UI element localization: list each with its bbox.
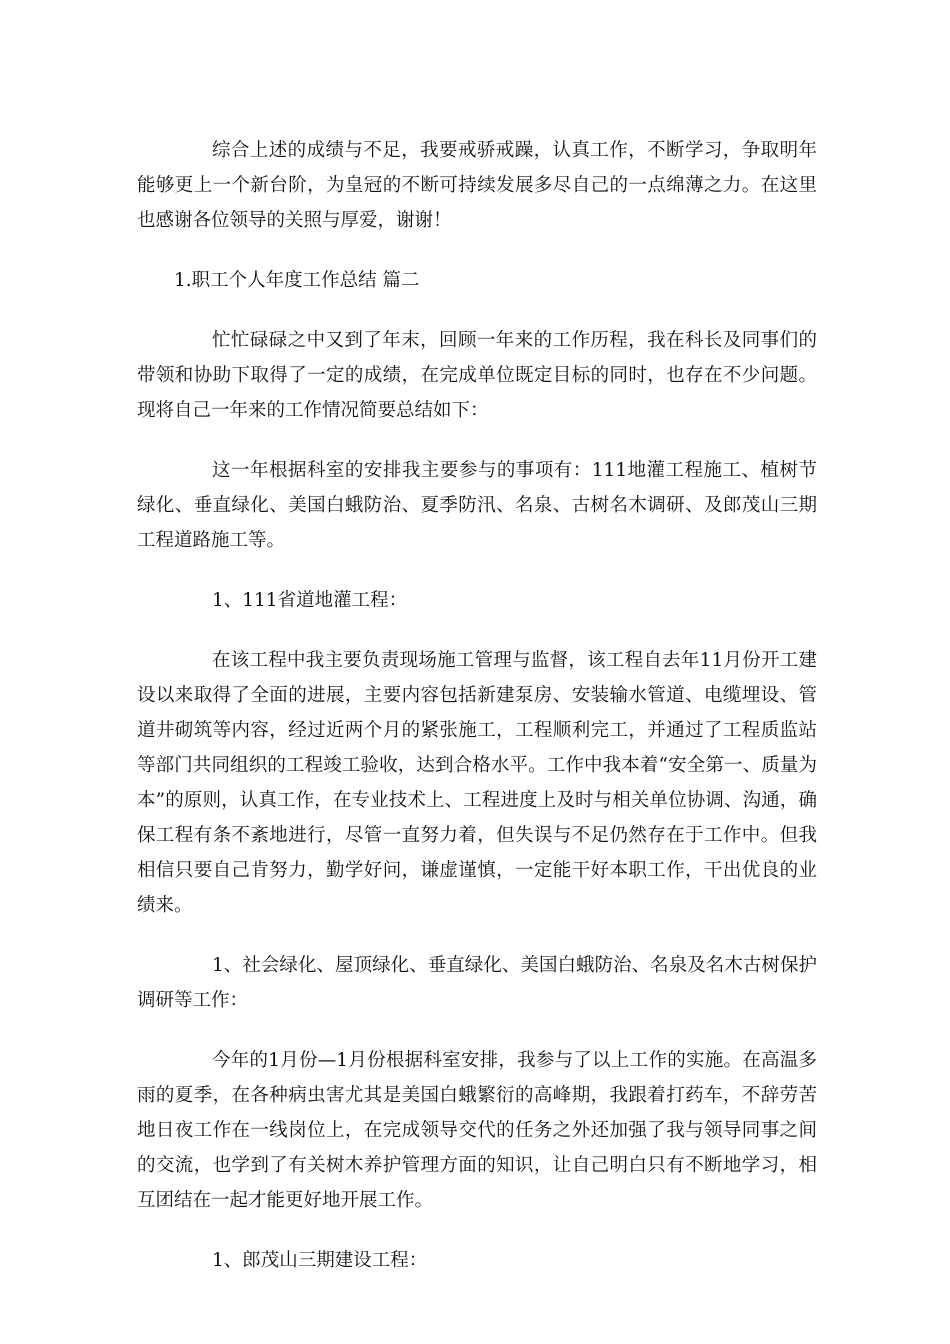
tasks-paragraph: 这一年根据科室的安排我主要参与的事项有：111地灌工程施工、植树节绿化、垂直绿化、美国白蛾防治、夏季防汛、名泉、古树名木调研、及郎茂山三期工程道路施工等。 [137,460,817,551]
document-body [137,133,817,1303]
subheading-greening: 1、社会绿化、屋顶绿化、垂直绿化、美国白蛾防治、名泉及名木古树保护调研等工作： [137,955,817,1011]
closing-paragraph: 综合上述的成绩与不足，我要戒骄戒躁，认真工作，不断学习，争取明年能够更上一个新台阶，为皇冠的不断可持续发展多尽自己的一点绵薄之力。在这里也感谢各位领导的关照与厚爱，谢谢！ [137,140,817,231]
section-heading: 1.职工个人年度工作总结 篇二 [174,270,420,291]
irrigation-paragraph: 在该工程中我主要负责现场施工管理与监督，该工程自去年11月份开工建设以来取得了全面的进展，主要内容包括新建泵房、安装输水管道、电缆埋设、管道井砌筑等内容，经过近两个月的紧张施工，工程顺利完工，并通过了工程质监站等部门共同组织的工程竣工验收，达到合格水平。工作中我本着“安全第一、质量为本”的原则，认真工作，在专业技术上、工程进度上及时与相关单位协调、沟通，确保工程有条不紊地进行，尽管一直努力着，但失误与不足仍然存在于工作中。但我相信只要自己肯努力，勤学好问，谦虚谨慎，一定能干好本职工作，干出优良的业绩来。 [137,650,817,916]
subheading-irrigation: 1、111省道地灌工程： [212,590,408,611]
greening-paragraph: 今年的1月份—1月份根据科室安排，我参与了以上工作的实施。在高温多雨的夏季，在各种病虫害尤其是美国白蛾繁衍的高峰期，我跟着打药车，不辞劳苦地日夜工作在一线岗位上，在完成领导交代的任务之外还加强了我与领导同事之间的交流，也学到了有关树木养护管理方面的知识，让自己明白只有不断地学习，相互团结在一起才能更好地开展工作。 [137,1050,817,1211]
intro-paragraph: 忙忙碌碌之中又到了年末，回顾一年来的工作历程，我在科长及同事们的带领和协助下取得了一定的成绩，在完成单位既定目标的同时，也存在不少问题。现将自己一年来的工作情况简要总结如下： [137,330,817,421]
subheading-langmaoshan: 1、郎茂山三期建设工程： [212,1250,428,1271]
